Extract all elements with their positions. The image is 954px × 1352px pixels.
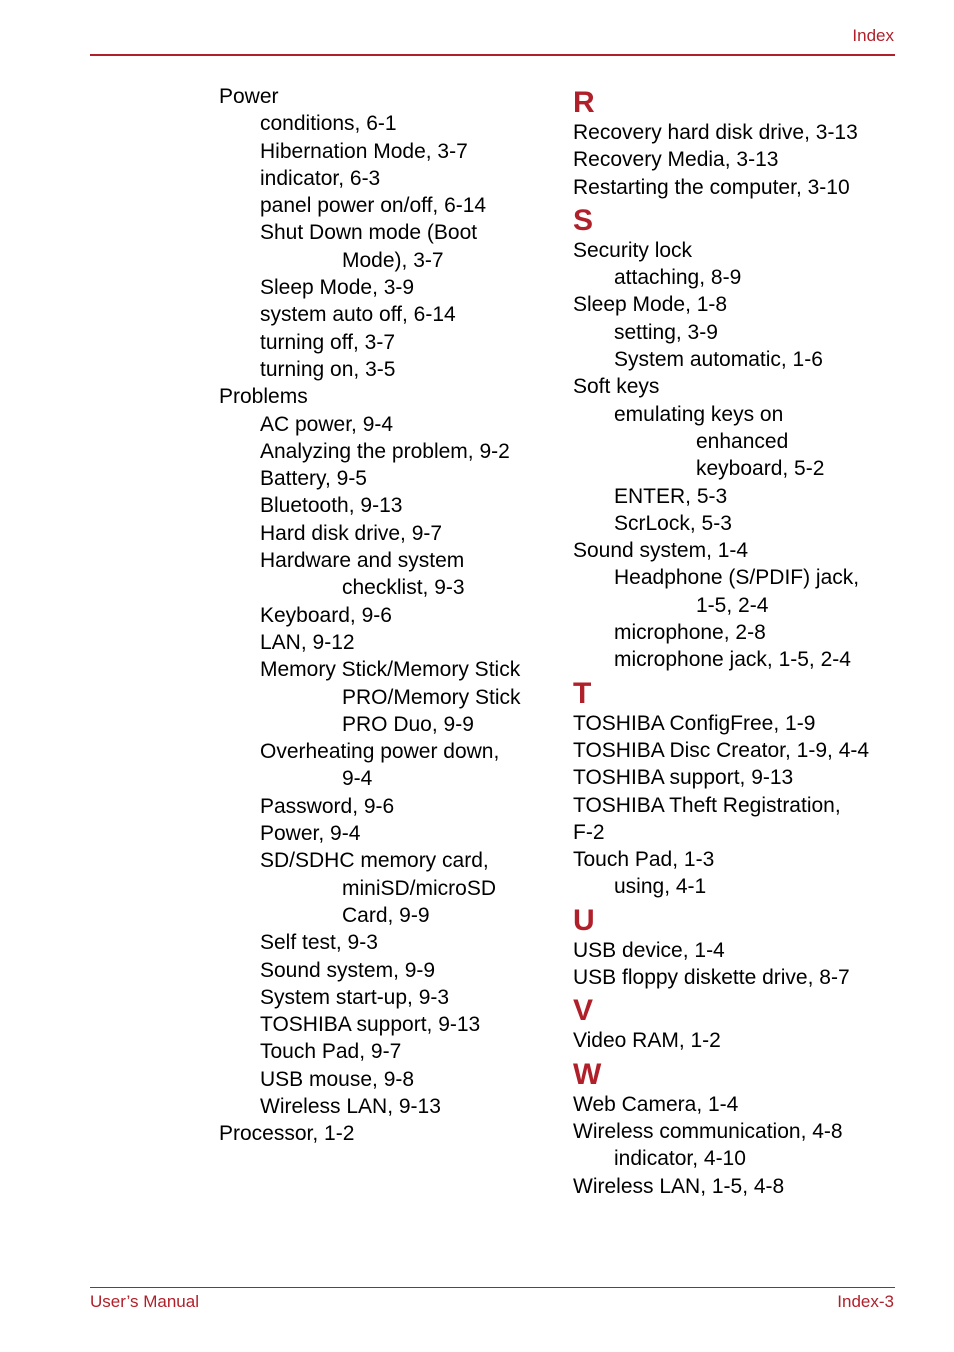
index-entry-continuation: 9-4 [342, 767, 373, 791]
index-letter-heading: U [573, 903, 595, 937]
footer-rule [90, 1287, 895, 1288]
index-subentry: Bluetooth, 9-13 [260, 494, 403, 518]
index-subentry: system auto off, 6-14 [260, 303, 456, 327]
index-subentry: indicator, 4-10 [614, 1147, 746, 1171]
index-subentry: SD/SDHC memory card, [260, 849, 489, 873]
index-entry: Restarting the computer, 3-10 [573, 175, 850, 199]
index-entry-continuation: checklist, 9-3 [342, 576, 465, 600]
index-letter-heading: T [573, 676, 592, 710]
index-entry: Web Camera, 1-4 [573, 1092, 739, 1116]
index-subentry: conditions, 6-1 [260, 112, 397, 136]
index-subentry: attaching, 8-9 [614, 266, 742, 290]
index-column-left [219, 83, 549, 1148]
index-subentry: Hard disk drive, 9-7 [260, 521, 443, 545]
index-letter-heading: S [573, 203, 594, 237]
index-entry: USB floppy diskette drive, 8-7 [573, 966, 850, 990]
index-subentry: Power, 9-4 [260, 822, 361, 846]
index-subentry: using, 4-1 [614, 875, 707, 899]
index-subentry: Sound system, 9-9 [260, 958, 436, 982]
index-subentry: Hibernation Mode, 3-7 [260, 139, 468, 163]
index-subentry: Wireless LAN, 9-13 [260, 1094, 441, 1118]
index-subentry: turning on, 3-5 [260, 357, 396, 381]
index-subentry: TOSHIBA support, 9-13 [260, 1013, 481, 1037]
index-entry: USB device, 1-4 [573, 938, 725, 962]
index-subentry: Self test, 9-3 [260, 931, 378, 955]
index-entry: Sleep Mode, 1-8 [573, 293, 728, 317]
index-subentry: indicator, 6-3 [260, 166, 381, 190]
index-entry-continuation: PRO/Memory Stick [342, 685, 521, 709]
index-entry-continuation: enhanced [696, 429, 789, 453]
index-entry: Wireless LAN, 1-5, 4-8 [573, 1174, 785, 1198]
index-entry: Recovery hard disk drive, 3-13 [573, 121, 858, 144]
footer-page-number: Index-3 [837, 1292, 894, 1311]
index-entry: TOSHIBA ConfigFree, 1-9 [573, 711, 816, 735]
index-entry-continuation: Mode), 3-7 [342, 248, 444, 272]
index-entry: Security lock [573, 238, 693, 262]
header-title: Index [852, 26, 894, 45]
index-entry: Video RAM, 1-2 [573, 1029, 721, 1053]
index-subentry: panel power on/off, 6-14 [260, 194, 487, 218]
index-subentry: Shut Down mode (Boot [260, 221, 478, 245]
index-subentry: microphone jack, 1-5, 2-4 [614, 648, 851, 672]
index-entry-continuation: 1-5, 2-4 [696, 593, 769, 617]
index-letter-heading: W [573, 1057, 602, 1091]
index-entry-continuation: Card, 9-9 [342, 903, 430, 927]
index-entry: TOSHIBA Theft Registration, [573, 793, 841, 817]
index-subentry: AC power, 9-4 [260, 412, 394, 436]
index-entry: Wireless communication, 4-8 [573, 1119, 843, 1143]
index-entry-continuation: PRO Duo, 9-9 [342, 712, 474, 736]
index-entry: Power [219, 85, 279, 108]
index-subentry: Hardware and system [260, 549, 465, 573]
index-subentry: ScrLock, 5-3 [614, 511, 732, 535]
index-entry: Soft keys [573, 375, 660, 399]
index-subentry: microphone, 2-8 [614, 621, 766, 645]
index-entry: Processor, 1-2 [219, 1122, 355, 1146]
index-entry-continuation: keyboard, 5-2 [696, 457, 825, 481]
index-entry: Recovery Media, 3-13 [573, 148, 779, 172]
index-subentry: System automatic, 1-6 [614, 348, 823, 372]
index-subentry: setting, 3-9 [614, 320, 718, 344]
index-letter-heading: R [573, 86, 595, 119]
index-subentry: Memory Stick/Memory Stick [260, 658, 521, 682]
index-subentry: Analyzing the problem, 9-2 [260, 439, 510, 463]
index-subentry: Touch Pad, 9-7 [260, 1040, 402, 1064]
index-entry-continuation: miniSD/microSD [342, 876, 497, 900]
index-subentry: Overheating power down, [260, 740, 500, 764]
index-entry: F-2 [573, 820, 605, 844]
index-subentry: Keyboard, 9-6 [260, 603, 392, 627]
index-subentry: Password, 9-6 [260, 794, 395, 818]
footer-manual-title: User’s Manual [90, 1292, 199, 1311]
header-rule [90, 54, 895, 56]
index-letter-heading: V [573, 994, 594, 1028]
index-subentry: Sleep Mode, 3-9 [260, 276, 415, 300]
index-subentry: USB mouse, 9-8 [260, 1067, 415, 1091]
index-entry: TOSHIBA Disc Creator, 1-9, 4-4 [573, 738, 870, 762]
index-subentry: ENTER, 5-3 [614, 484, 728, 508]
index-entry: Problems [219, 385, 308, 409]
index-subentry: turning off, 3-7 [260, 330, 396, 354]
index-subentry: Battery, 9-5 [260, 467, 367, 491]
index-entry: TOSHIBA support, 9-13 [573, 766, 794, 790]
index-subentry: Headphone (S/PDIF) jack, [614, 566, 860, 590]
index-subentry: LAN, 9-12 [260, 630, 355, 654]
index-entry: Touch Pad, 1-3 [573, 848, 715, 872]
index-column-right [573, 83, 903, 1200]
index-subentry: emulating keys on [614, 402, 784, 426]
index-entry: Sound system, 1-4 [573, 539, 749, 563]
index-subentry: System start-up, 9-3 [260, 985, 450, 1009]
